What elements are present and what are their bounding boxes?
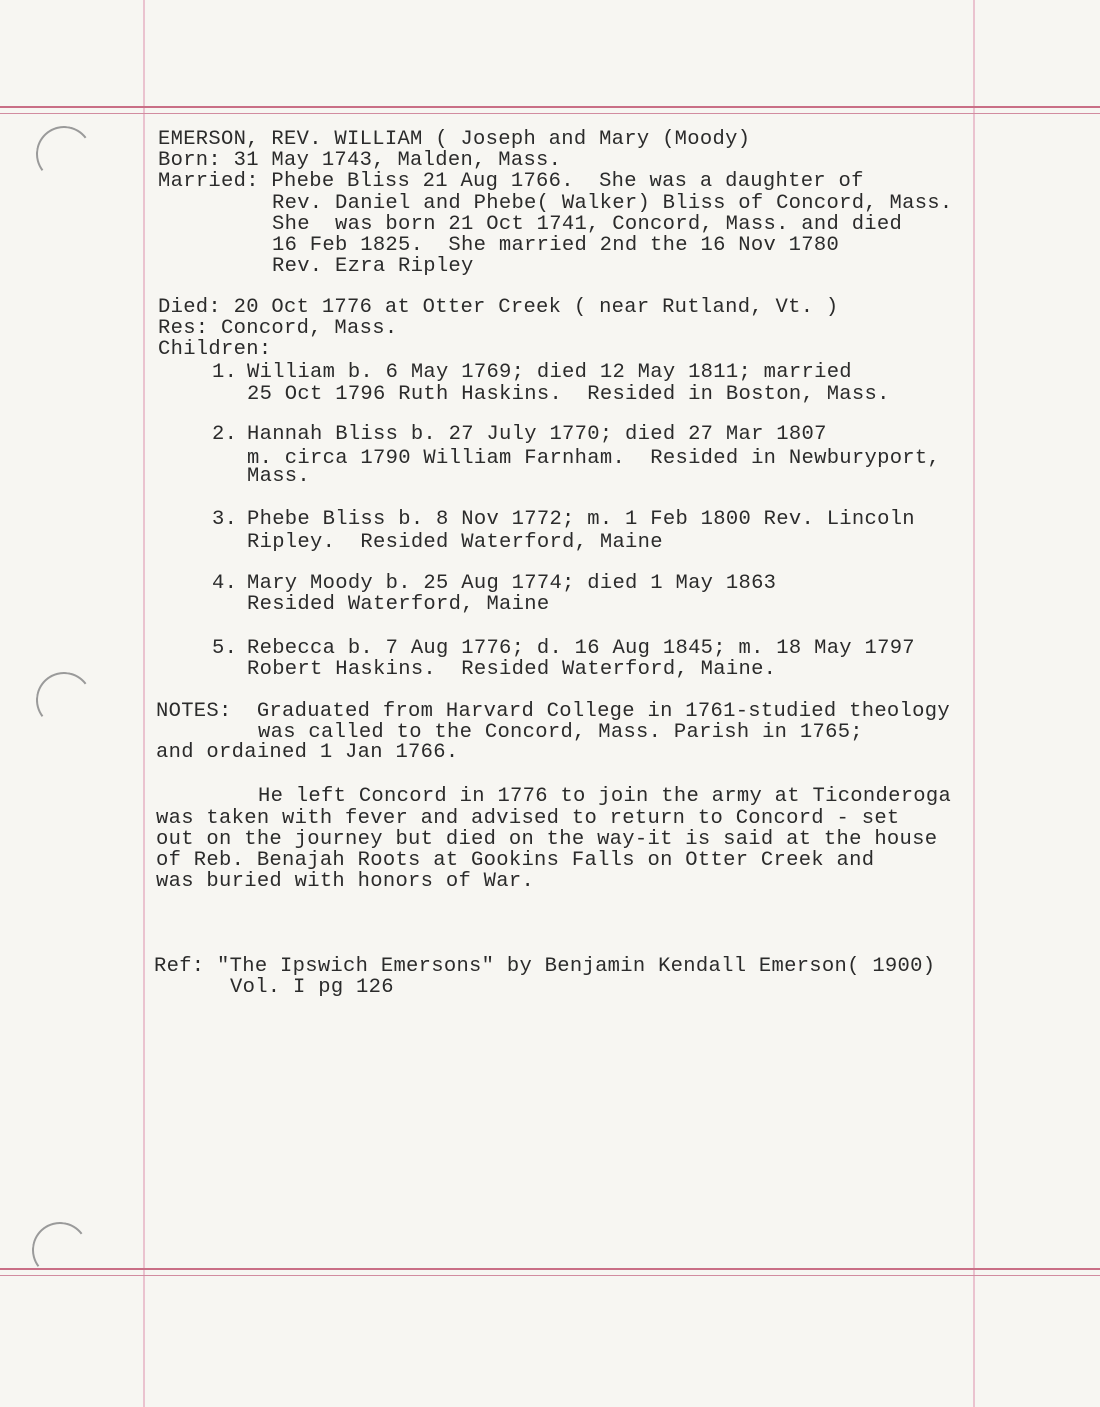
married-line-4: 16 Feb 1825. She married 2nd the 16 Nov 1780 bbox=[272, 234, 840, 257]
residence-line: Res: Concord, Mass. bbox=[158, 317, 398, 340]
top-rule bbox=[0, 106, 1100, 108]
child-line: Robert Haskins. Resided Waterford, Maine. bbox=[247, 658, 777, 681]
notes-line-2: was called to the Concord, Mass. Parish in 1765; bbox=[258, 721, 863, 744]
reference-line-2: Vol. I pg 126 bbox=[230, 976, 394, 999]
child-line: 25 Oct 1796 Ruth Haskins. Resided in Boston, Mass. bbox=[247, 383, 890, 406]
child-line: m. circa 1790 William Farnham. Resided in Newburyport, bbox=[247, 447, 941, 470]
child-line: William b. 6 May 1769; died 12 May 1811; married bbox=[247, 361, 852, 384]
record-header: EMERSON, REV. WILLIAM ( Joseph and Mary (Moody) bbox=[158, 128, 751, 151]
born-line: Born: 31 May 1743, Malden, Mass. bbox=[158, 149, 562, 172]
reference-line-1: Ref: "The Ipswich Emersons" by Benjamin Kendall Emerson( 1900) bbox=[154, 955, 936, 978]
notes-paragraph-line: out on the journey but died on the way-it is said at the house bbox=[156, 828, 938, 851]
notes-line-1: NOTES: Graduated from Harvard College in 1761-studied theology bbox=[156, 700, 950, 723]
child-number: 2. bbox=[212, 423, 238, 446]
child-line: Mass. bbox=[247, 465, 311, 488]
married-line-3: She was born 21 Oct 1741, Concord, Mass. and died bbox=[272, 213, 903, 236]
child-line: Mary Moody b. 25 Aug 1774; died 1 May 1863 bbox=[247, 572, 777, 595]
child-number: 1. bbox=[212, 361, 238, 384]
margin-line-left bbox=[143, 0, 145, 1407]
married-line-2: Rev. Daniel and Phebe( Walker) Bliss of Concord, Mass. bbox=[272, 192, 953, 215]
child-number: 3. bbox=[212, 508, 238, 531]
married-line-5: Rev. Ezra Ripley bbox=[272, 255, 474, 278]
died-line: Died: 20 Oct 1776 at Otter Creek ( near Rutland, Vt. ) bbox=[158, 296, 839, 319]
top-rule-secondary bbox=[0, 113, 1100, 114]
notes-paragraph-line: He left Concord in 1776 to join the army at Ticonderoga bbox=[258, 785, 952, 808]
notes-paragraph-line: was taken with fever and advised to return to Concord - set bbox=[156, 807, 900, 830]
child-line: Hannah Bliss b. 27 July 1770; died 27 Mar 1807 bbox=[247, 423, 827, 446]
child-number: 4. bbox=[212, 572, 238, 595]
child-line: Rebecca b. 7 Aug 1776; d. 16 Aug 1845; m. 18 May 1797 bbox=[247, 637, 915, 660]
child-line: Resided Waterford, Maine bbox=[247, 593, 550, 616]
child-number: 5. bbox=[212, 637, 238, 660]
married-line-1: Married: Phebe Bliss 21 Aug 1766. She was a daughter of bbox=[158, 170, 864, 193]
notes-paragraph-line: of Reb. Benajah Roots at Gookins Falls on Otter Creek and bbox=[156, 849, 875, 872]
margin-line-right bbox=[973, 0, 975, 1407]
notes-line-3: and ordained 1 Jan 1766. bbox=[156, 741, 459, 764]
child-line: Phebe Bliss b. 8 Nov 1772; m. 1 Feb 1800 Rev. Lincoln bbox=[247, 508, 915, 531]
punch-hole-bottom bbox=[28, 1218, 91, 1281]
notes-paragraph-line: was buried with honors of War. bbox=[156, 870, 535, 893]
bottom-rule-secondary bbox=[0, 1275, 1100, 1276]
children-label: Children: bbox=[158, 338, 272, 361]
bottom-rule bbox=[0, 1268, 1100, 1270]
punch-hole-middle bbox=[32, 668, 95, 731]
child-line: Ripley. Resided Waterford, Maine bbox=[247, 531, 663, 554]
punch-hole-top bbox=[32, 122, 95, 185]
